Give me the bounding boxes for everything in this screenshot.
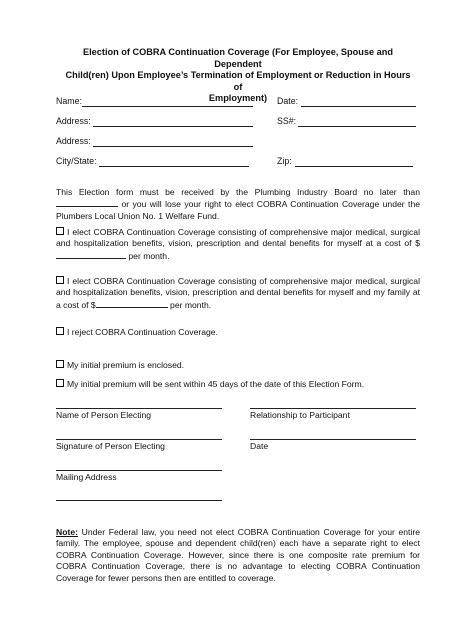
address-field-2[interactable]	[93, 146, 253, 147]
date-field[interactable]	[301, 106, 416, 107]
name-electing-line[interactable]	[56, 408, 222, 409]
name-label: Name:	[56, 96, 82, 106]
zip-field[interactable]	[295, 166, 413, 167]
option-employee-family	[56, 276, 420, 311]
deadline-text-1: This Election form must be received by the Plumbing Industry Board no later than	[56, 187, 420, 197]
employee-family-suffix: per month.	[170, 299, 212, 310]
federal-law-note	[56, 527, 420, 584]
employee-only-cost-blank[interactable]	[56, 250, 126, 259]
city-state-label: City/State:	[56, 156, 97, 166]
name-field[interactable]	[82, 106, 253, 107]
address-field-1[interactable]	[93, 126, 253, 127]
signature-caption: Signature of Person Electing	[56, 441, 165, 451]
option-premium-later	[56, 379, 420, 390]
signature-date-line[interactable]	[250, 439, 416, 440]
address-label-2: Address:	[56, 136, 91, 146]
premium-enclosed-text: My initial premium is enclosed.	[67, 360, 185, 370]
relationship-line[interactable]	[250, 408, 416, 409]
mailing-address-line-1[interactable]	[56, 470, 222, 471]
signature-date-caption: Date	[250, 441, 269, 451]
signature-line[interactable]	[56, 439, 222, 440]
employee-family-text: I elect COBRA Continuation Coverage consisting of comprehensive major medical, surgical and hospitalization benefits, vision, prescription and dental benefits for myself and my family at a cost of $	[56, 276, 420, 310]
option-premium-enclosed	[56, 360, 420, 371]
premium-later-text: My initial premium will be sent within 45 days of the date of this Election Form.	[67, 379, 365, 389]
employee-only-text: I elect COBRA Continuation Coverage consisting of comprehensive major medical, surgical and hospitalization benefits, vision, prescription and dental benefits for myself at a cost of $	[56, 227, 420, 249]
employee-only-suffix: per month.	[128, 250, 170, 261]
zip-label: Zip:	[277, 156, 292, 166]
ss-number-field[interactable]	[298, 126, 416, 127]
form-title-line-2: Child(ren) Upon Employee’s Termination of Employment or Reduction in Hours of	[65, 70, 411, 92]
note-text: Under Federal law, you need not elect COBRA Continuation Coverage for your entire family. The employee, spouse and dependent child(ren) each have a separate right to elect COBRA Continuation Coverage. However, since there is one composite rate premium for COBRA Continuation Coverage, there is no advantage to electing COBRA Continuation Coverage for fewer persons then are entitled to coverage.	[56, 527, 420, 583]
mailing-address-line-2[interactable]	[56, 500, 222, 501]
deadline-date-blank[interactable]	[56, 198, 118, 207]
date-label: Date:	[277, 96, 299, 106]
option-reject	[56, 327, 420, 338]
relationship-caption: Relationship to Participant	[250, 410, 350, 420]
city-state-field[interactable]	[99, 166, 249, 167]
employee-only-checkbox[interactable]	[56, 227, 64, 235]
mailing-address-caption: Mailing Address	[56, 472, 117, 482]
premium-enclosed-checkbox[interactable]	[56, 360, 64, 368]
employee-family-cost-blank[interactable]	[96, 299, 168, 308]
form-title-line-3: Employment)	[208, 93, 268, 103]
address-label-1: Address:	[56, 116, 91, 126]
form-title	[60, 47, 416, 105]
deadline-text-2: or you will lose your right to elect COBRA Continuation Coverage under the Plumbers Local Union No. 1 Welfare Fund.	[56, 199, 421, 221]
option-employee-only	[56, 227, 420, 262]
premium-later-checkbox[interactable]	[56, 379, 64, 387]
note-label: Note:	[56, 527, 78, 537]
election-deadline-paragraph	[56, 187, 420, 222]
form-title-line-1: Election of COBRA Continuation Coverage (For Employee, Spouse and Dependent	[82, 47, 394, 69]
employee-family-checkbox[interactable]	[56, 276, 64, 284]
name-electing-caption: Name of Person Electing	[56, 410, 152, 420]
ss-label: SS#:	[277, 116, 297, 126]
reject-text: I reject COBRA Continuation Coverage.	[67, 327, 218, 337]
reject-checkbox[interactable]	[56, 327, 64, 335]
